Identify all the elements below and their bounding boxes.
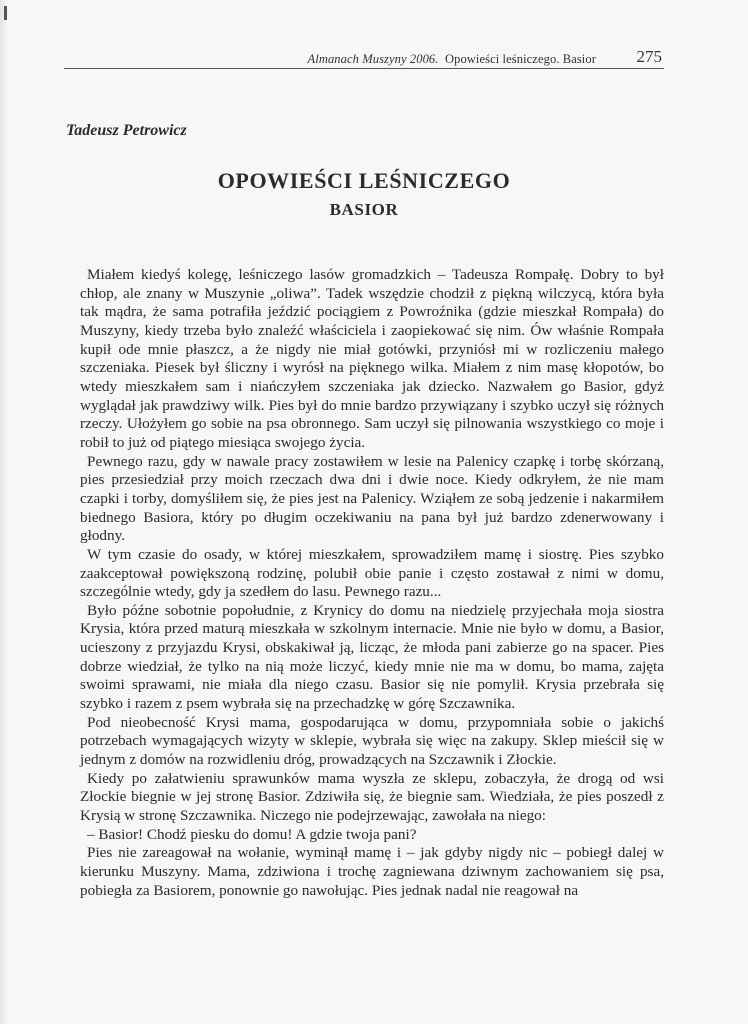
author-name: Tadeusz Petrowicz — [66, 122, 187, 139]
paragraph: Kiedy po załatwieniu sprawunków mama wyszła ze sklepu, zobaczyła, że drogą od wsi Złockie biegnie w jej stronę Basior. Zdziwiła się, że biegnie sam. Wiedziała, że pies poszedł z Krysią w stronę Szczawnika. Niczego nie podejrzewając, zawołała na niego: — [80, 769, 664, 825]
paragraph: Miałem kiedyś kolegę, leśniczego lasów gromadzkich – Tadeusza Rompałę. Dobry to był chłop, ale znany w Muszynie „oliwa”. Tadek wszędzie chodził z piękną wilczycą, która była tak mądra, że sama potrafiła jeździć pociągiem z Powroźnika (gdzie mieszkał Rompała) do Muszyny, kiedy trzeba było znaleźć właściciela i zaopiekować się nim. Ów właśnie Rompała kupił ode mnie płaszcz, a że nigdy nie miał gotówki, przyniósł mi w rozliczeniu małego szczeniaka. Piesek był śliczny i wyrósł na pięknego wilka. Miałem z nim masę kłopotów, bo wtedy mieszkałem sam i niańczyłem szczeniaka jak dziecko. Nazwałem go Basior, gdyż wyglądał jak prawdziwy wilk. Pies był do mnie bardzo przywiązany i szybko uczył się różnych rzeczy. Ułożyłem go sobie na psa obronnego. Sam uczył się pilnowania wszystkiego co moje i robił to już od piątego miesiąca swojego życia. — [80, 266, 664, 451]
page-number: 275 — [636, 47, 662, 66]
section-name: Opowieści leśniczego. Basior — [444, 52, 596, 66]
article-body — [80, 266, 664, 900]
running-head-title — [308, 52, 596, 67]
paragraph: Pewnego razu, gdy w nawale pracy zostawiłem w lesie na Palenicy czapkę i torbę skórzaną, pies przesiedział przy moich rzeczach dwa dni i dwie noce. Kiedy odkryłem, że nie mam czapki i torby, domyśliłem się, że pies jest na Palenicy. Wziąłem ze sobą jedzenie i nakarmiłem biednego Basiora, który po długim oczekiwaniu na pana był już bardzo zdenerwowany i głodny. — [80, 452, 664, 545]
journal-name: Almanach Muszyny 2006. — [307, 52, 439, 66]
scan-mark — [4, 6, 7, 20]
header-rule — [64, 68, 664, 69]
paragraph: Pies nie zareagował na wołanie, wyminął mamę i – jak gdyby nigdy nic – pobiegł dalej w kierunku Muszyny. Mama, zdziwiona i trochę zagniewana dziwnym zachowaniem się psa, pobiegła za Basiorem, ponownie go nawołując. Pies jednak nadal nie reagował na — [80, 844, 664, 899]
article-title: OPOWIEŚCI LEŚNICZEGO — [217, 168, 511, 193]
running-head — [64, 44, 664, 70]
paragraph: Pod nieobecność Krysi mama, gospodarująca w domu, przypomniała sobie o jakichś potrzebach wymagających wizyty w sklepie, wybrała się więc na zakupy. Sklep mieścił się w jednym z domów na rozwidleniu dróg, prowadzących na Szczawnik i Złockie. — [80, 713, 664, 769]
paragraph: Było późne sobotnie popołudnie, z Krynicy do domu na niedzielę przyjechała moja siostra Krysia, która przed maturą mieszkała w szkolnym internacie. Mnie nie było w domu, a Basior, ucieszony z przyjazdu Krysi, obskakiwał ją, licząc, że młoda pani zabierze go na spacer. Pies dobrze wiedział, że tylko na nią może liczyć, kiedy mnie nie ma w domu, bo mama, zajęta swoimi sprawami, nie miała dla niego czasu. Basior się nie pomylił. Krysia przebrała się szybko i razem z psem wybrała się na przechadzkę w górę Szczawnika. — [80, 601, 664, 713]
paragraph: W tym czasie do osady, w której mieszkałem, sprowadziłem mamę i siostrę. Pies szybko zaakceptował powiększoną rodzinę, polubił obie panie i często zostawał z nimi w domu, szczególnie wtedy, gdy ja szedłem do lasu. Pewnego razu... — [80, 545, 664, 601]
page-edge-shadow — [0, 0, 8, 1024]
article-subtitle: BASIOR — [329, 200, 399, 219]
dialogue-line: – Basior! Chodź piesku do domu! A gdzie twoja pani? — [87, 825, 417, 843]
